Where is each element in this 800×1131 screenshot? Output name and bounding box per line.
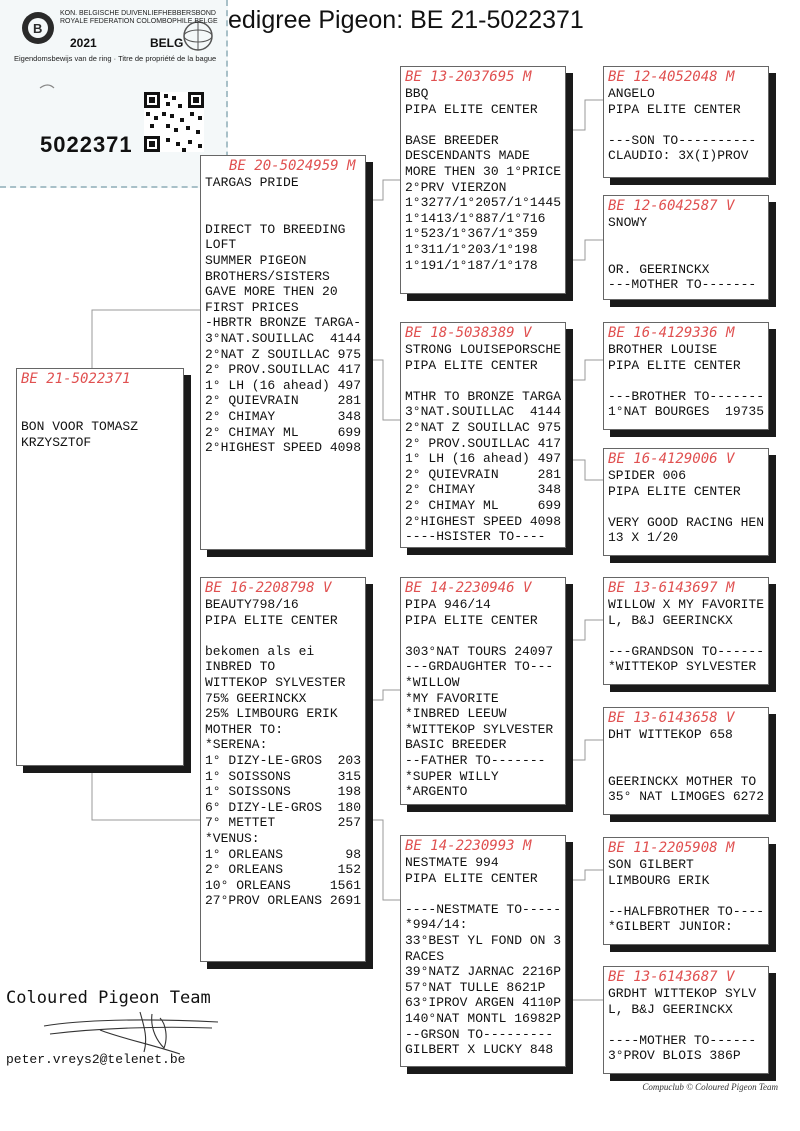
box-line: *VENUS: (205, 830, 260, 846)
box-line (608, 758, 764, 774)
box-line: 1°523/1°367/1°359 (405, 226, 538, 242)
ring-number: BE 13-6143697 M (608, 580, 735, 596)
box-line: KRZYSZTOF (21, 434, 92, 450)
box-line: STRONG LOUISEPORSCHE (405, 342, 562, 357)
box-line: NESTMATE 994 (405, 855, 499, 870)
box-line: GILBERT X LUCKY 848 (405, 1042, 554, 1058)
box-line (608, 888, 764, 904)
box-line: 2°PRV VIERZON (405, 179, 507, 195)
box-line: 3°PROV BLOIS 386P (608, 1048, 741, 1064)
box-line: 7° METTET 257 (205, 815, 362, 831)
box-line: SON GILBERT (608, 857, 694, 872)
team-name: Coloured Pigeon Team (6, 988, 211, 1008)
box-line: ----NESTMATE TO----- (405, 901, 562, 917)
box-line: RACES (405, 948, 445, 964)
box-line: 35° NAT LIMOGES 6272 (608, 789, 765, 805)
ring-number: BE 13-2037695 M (405, 69, 532, 85)
box-line: MOTHER TO: (205, 721, 284, 737)
box-line: FIRST PRICES (205, 299, 299, 315)
pigeon-box-fm[interactable] (400, 322, 566, 548)
box-line: *WITTEKOP SYLVESTER (608, 659, 757, 675)
pigeon-box-fff[interactable] (603, 66, 769, 178)
software-credit: Compuclub © Coloured Pigeon Team (642, 1082, 778, 1092)
box-line: PIPA ELITE CENTER (405, 870, 538, 886)
contact-email[interactable]: peter.vreys2@telenet.be (6, 1052, 186, 1067)
ring-number: BE 16-4129006 V (608, 451, 735, 467)
box-line: 2° PROV.SOUILLAC 417 (405, 435, 562, 451)
pigeon-box-mother[interactable] (200, 577, 366, 962)
box-line: 1°311/1°203/1°198 (405, 241, 538, 257)
box-line (405, 628, 561, 644)
box-line: PIPA ELITE CENTER (608, 483, 741, 499)
box-line: BON VOOR TOMASZ (21, 419, 139, 435)
card-year: 2021 (70, 36, 97, 50)
box-line: 63°IPROV ARGEN 4110P (405, 995, 562, 1011)
box-line: --HALFBROTHER TO---- (608, 903, 765, 919)
box-line: BEAUTY798/16 (205, 597, 299, 612)
box-line: ---GRDAUGHTER TO--- (405, 659, 554, 675)
box-line: MTHR TO BRONZE TARGA (405, 388, 562, 404)
box-line: 2° CHIMAY ML 699 (205, 424, 362, 440)
box-line: LOFT (205, 237, 237, 253)
pigeon-box-ff[interactable] (400, 66, 566, 294)
box-line: 2° QUIEVRAIN 281 (405, 466, 562, 482)
ring-number: BE 18-5038389 V (405, 325, 532, 341)
box-line: *SUPER WILLY (405, 768, 499, 784)
box-line: 2°NAT Z SOUILLAC 975 (405, 419, 562, 435)
box-lines (608, 727, 764, 805)
box-line (608, 373, 764, 389)
box-line: GRDHT WITTEKOP SYLV (608, 986, 757, 1001)
box-line: 39°NATZ JARNAC 2216P (405, 964, 562, 980)
box-line: PIPA ELITE CENTER (608, 101, 741, 117)
ring-number: BE 21-5022371 (21, 371, 131, 387)
box-line: ---GRANDSON TO------ (608, 643, 765, 659)
box-line (608, 231, 764, 247)
ring-number: BE 14-2230993 M (405, 838, 532, 854)
box-lines (608, 597, 764, 675)
box-line: *SERENA: (205, 737, 268, 753)
ring-number: BE 13-6143687 V (608, 969, 735, 985)
box-line (608, 628, 764, 644)
box-line: VERY GOOD RACING HEN (608, 514, 765, 530)
ring-number: BE 12-6042587 V (608, 198, 735, 214)
ring-number: BE 12-4052048 M (608, 69, 735, 85)
box-line (21, 388, 179, 404)
pigeon-box-mfm[interactable] (603, 707, 769, 815)
box-line: 1° ORLEANS 98 (205, 846, 362, 862)
box-line: BBQ (405, 86, 429, 101)
box-line: 1°1413/1°887/1°716 (405, 210, 546, 226)
box-line: bekomen als ei (205, 643, 315, 659)
box-line: --GRSON TO--------- (405, 1026, 554, 1042)
box-line: OR. GEERINCKX (608, 261, 710, 277)
box-line: --FATHER TO------- (405, 752, 546, 768)
page-title: edigree Pigeon: BE 21-5022371 (228, 6, 584, 34)
ring-number: BE 13-6143658 V (608, 710, 735, 726)
box-line: 57°NAT TULLE 8621P (405, 979, 546, 995)
box-lines (608, 86, 764, 164)
card-caption: Eigendomsbewijs van de ring · Titre de propriété de la bague (14, 54, 217, 63)
pigeon-box-mf[interactable] (400, 577, 566, 805)
box-line: CLAUDIO: 3X(I)PROV (608, 148, 749, 164)
box-line: SUMMER PIGEON (205, 252, 307, 268)
box-line: GAVE MORE THEN 20 (205, 284, 338, 300)
card-org-line2: ROYALE FEDERATION COLOMBOPHILE BELGE (60, 18, 218, 25)
box-line: DESCENDANTS MADE (405, 148, 530, 164)
ring-number: BE 14-2230946 V (405, 580, 532, 596)
box-line: INBRED TO (205, 659, 276, 675)
box-line: PIPA ELITE CENTER (405, 612, 538, 628)
pigeon-box-subject[interactable] (16, 368, 184, 766)
box-line: 25% LIMBOURG ERIK (205, 706, 338, 722)
box-line: ----MOTHER TO------ (608, 1032, 757, 1048)
box-line: 1°191/1°187/1°178 (405, 257, 538, 273)
box-lines (405, 342, 561, 545)
box-lines (405, 86, 561, 273)
box-line: BROTHER LOUISE (608, 342, 718, 357)
signature-image (40, 1008, 230, 1058)
box-line: 13 X 1/20 (608, 530, 679, 546)
pigeon-box-mff[interactable] (603, 577, 769, 685)
box-line: 2°HIGHEST SPEED 4098 (205, 440, 362, 456)
box-line: 1°NAT BOURGES 19735 (608, 404, 765, 420)
box-line (608, 499, 764, 515)
box-line (405, 886, 561, 902)
box-line: *WITTEKOP SYLVESTER (405, 721, 554, 737)
box-line (405, 117, 561, 133)
ring-number: BE 11-2205908 M (608, 840, 735, 856)
box-line: L, B&J GEERINCKX (608, 1001, 733, 1017)
box-line (608, 117, 764, 133)
pigeon-box-father[interactable] (200, 155, 366, 550)
box-line: 2°NAT Z SOUILLAC 975 (205, 346, 362, 362)
box-line: LIMBOURG ERIK (608, 872, 710, 888)
pigeon-box-mmf[interactable] (603, 837, 769, 945)
box-line (205, 206, 361, 222)
box-line: 1° SOISSONS 315 (205, 768, 362, 784)
box-line (205, 191, 361, 207)
box-lines (608, 342, 764, 420)
box-line: 33°BEST YL FOND ON 3 (405, 932, 562, 948)
pigeon-box-fmf[interactable] (603, 322, 769, 430)
box-line: 10° ORLEANS 1561 (205, 877, 362, 893)
box-line (608, 246, 764, 262)
box-lines (205, 175, 361, 456)
ring-number: BE 16-4129336 M (608, 325, 735, 341)
box-line: *ARGENTO (405, 784, 468, 800)
box-line: *GILBERT JUNIOR: (608, 919, 733, 935)
box-lines (21, 388, 179, 450)
box-line: ---BROTHER TO------- (608, 388, 765, 404)
ring-number: BE 20-5024959 M (229, 158, 356, 174)
box-line (608, 743, 764, 759)
box-line: WITTEKOP SYLVESTER (205, 674, 346, 690)
card-org-line1: KON. BELGISCHE DUIVENLIEFHEBBERSBOND (60, 10, 216, 17)
box-lines (608, 468, 764, 546)
box-line: MORE THEN 30 1°PRICE (405, 163, 562, 179)
pigeon-box-mm[interactable] (400, 835, 566, 1067)
box-lines (405, 597, 561, 800)
box-line: 1°3277/1°2057/1°1445 (405, 195, 562, 211)
box-line: WILLOW X MY FAVORITE (608, 597, 765, 612)
card-federation-name (60, 10, 218, 26)
box-line: 2° QUIEVRAIN 281 (205, 393, 362, 409)
box-line: BASE BREEDER (405, 132, 499, 148)
box-line: 2° CHIMAY 348 (205, 408, 362, 424)
box-line: 1° DIZY-LE-GROS 203 (205, 752, 362, 768)
box-lines (205, 597, 361, 909)
box-line: 303°NAT TOURS 24097 (405, 643, 554, 659)
pigeon-box-mmm[interactable] (603, 966, 769, 1074)
box-line: *WILLOW (405, 674, 460, 690)
box-line: ANGELO (608, 86, 655, 101)
box-line: *MY FAVORITE (405, 690, 499, 706)
box-line: SPIDER 006 (608, 468, 687, 483)
box-line: 2° CHIMAY ML 699 (405, 497, 562, 513)
box-line: 3°NAT.SOUILLAC 4144 (405, 404, 562, 420)
box-line: DHT WITTEKOP 658 (608, 727, 733, 742)
box-line: 140°NAT MONTL 16982P (405, 1010, 562, 1026)
box-line (21, 404, 179, 420)
box-line: TARGAS PRIDE (205, 175, 299, 190)
box-line: 2° ORLEANS 152 (205, 862, 362, 878)
box-line: 2° CHIMAY 348 (405, 482, 562, 498)
box-lines (608, 857, 764, 935)
svg-text:B: B (33, 21, 43, 36)
box-line: ----HSISTER TO---- (405, 529, 546, 545)
ring-certificate-card (0, 0, 228, 188)
box-line: 1° SOISSONS 198 (205, 784, 362, 800)
box-line: DIRECT TO BREEDING (205, 221, 346, 237)
ring-number: BE 16-2208798 V (205, 580, 332, 596)
box-line: ---MOTHER TO------- (608, 277, 757, 293)
box-line: 2°HIGHEST SPEED 4098 (405, 513, 562, 529)
box-line: PIPA ELITE CENTER (205, 612, 338, 628)
pigeon-box-fmm[interactable] (603, 448, 769, 556)
box-line: SNOWY (608, 215, 648, 230)
card-graphics (0, 0, 228, 188)
box-line: -HBRTR BRONZE TARGA- (205, 315, 362, 331)
box-line: 2° PROV.SOUILLAC 417 (205, 362, 362, 378)
box-lines (608, 986, 764, 1064)
box-line (608, 1017, 764, 1033)
box-line: PIPA ELITE CENTER (405, 357, 538, 373)
box-line: 6° DIZY-LE-GROS 180 (205, 799, 362, 815)
box-line: 27°PROV ORLEANS 2691 (205, 893, 362, 909)
box-line: PIPA ELITE CENTER (608, 357, 741, 373)
box-line: 3°NAT.SOUILLAC 4144 (205, 330, 362, 346)
box-line: 75% GEERINCKX (205, 690, 307, 706)
box-lines (608, 215, 764, 293)
box-line: BROTHERS/SISTERS (205, 268, 330, 284)
box-line: *INBRED LEEUW (405, 706, 507, 722)
box-line: GEERINCKX MOTHER TO (608, 773, 757, 789)
card-ring-number: 5022371 (40, 132, 133, 157)
box-line: *994/14: (405, 917, 468, 933)
box-line: L, B&J GEERINCKX (608, 612, 733, 628)
box-line: 1° LH (16 ahead) 497 (405, 451, 562, 467)
box-line: ---SON TO---------- (608, 132, 757, 148)
box-line (205, 628, 361, 644)
box-line (405, 373, 561, 389)
box-line: PIPA 946/14 (405, 597, 491, 612)
box-lines (405, 855, 561, 1058)
pigeon-box-ffm[interactable] (603, 195, 769, 300)
box-line: 1° LH (16 ahead) 497 (205, 377, 362, 393)
card-country: BELG (150, 36, 184, 50)
box-line: PIPA ELITE CENTER (405, 101, 538, 117)
box-line: BASIC BREEDER (405, 737, 507, 753)
